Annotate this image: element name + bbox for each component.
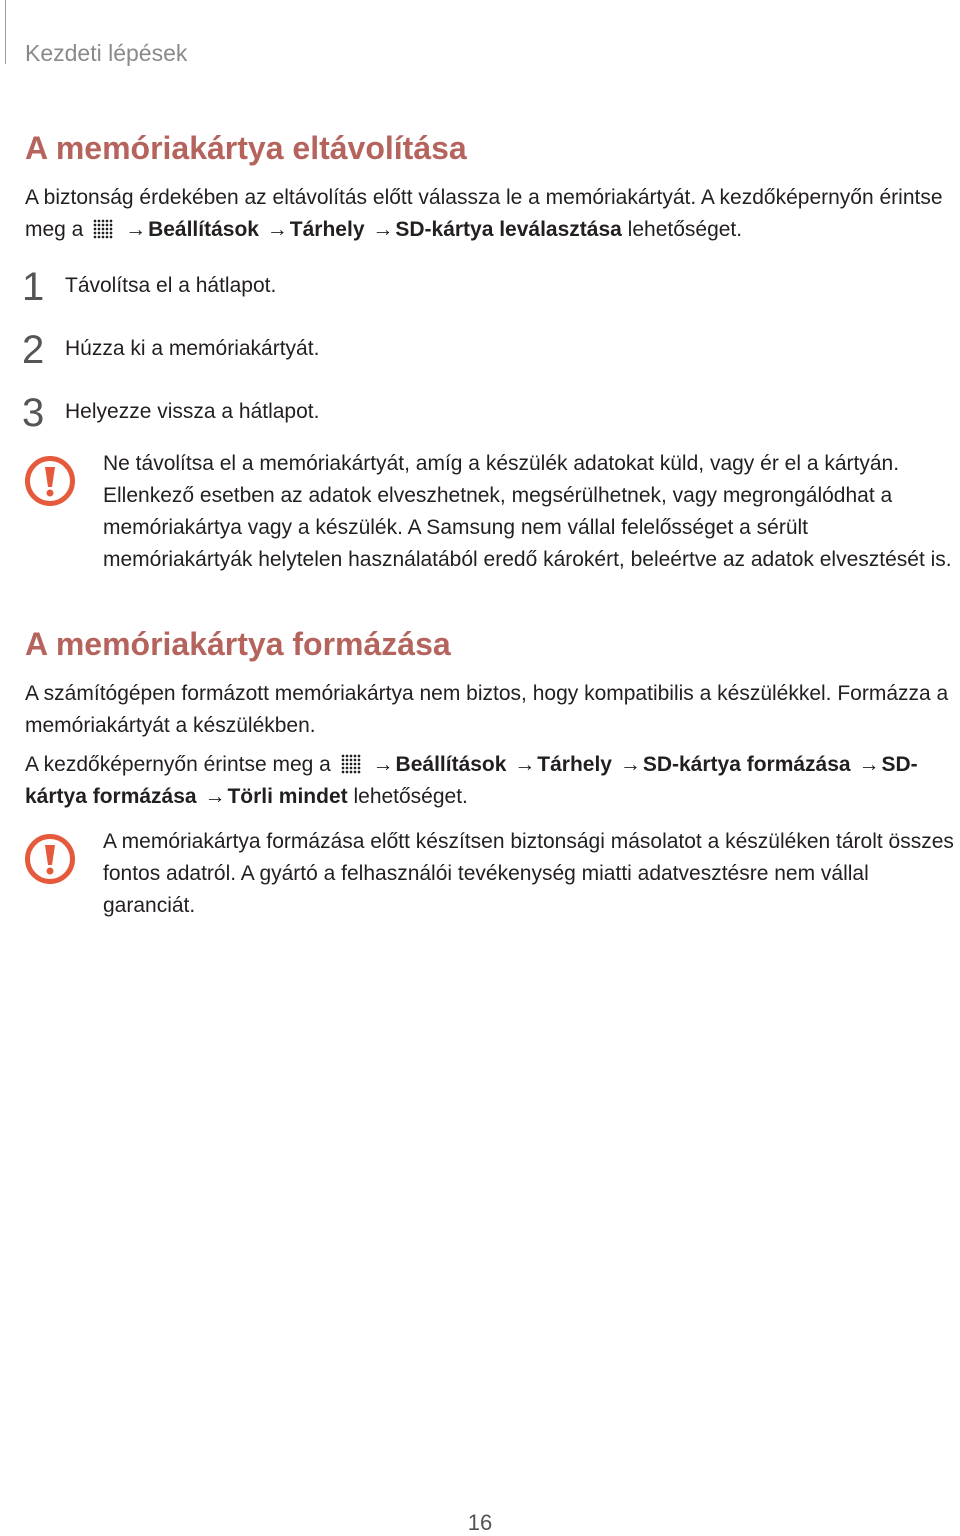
step-text: Távolítsa el a hátlapot. bbox=[65, 274, 277, 297]
format-para-1: A számítógépen formázott memóriakártya nem biztos, hogy kompatibilis a készülékkel. Formázza a memóriakártyát a készülékben. bbox=[25, 682, 949, 737]
running-header: Kezdeti lépések bbox=[25, 40, 188, 66]
step-text: Húzza ki a memóriakártyát. bbox=[65, 337, 320, 360]
step-number: 3 bbox=[22, 391, 45, 435]
step-number: 2 bbox=[22, 328, 45, 372]
remove-intro: A biztonság érdekében az eltávolítás előtt válassza le a memóriakártyát. A kezdőképernyőn érintse meg a →Beállítások →Tárhely →SD-kártya leválasztása lehetőséget. bbox=[25, 186, 943, 241]
section-heading-format: A memóriakártya formázása bbox=[25, 626, 451, 662]
step-number: 1 bbox=[22, 265, 45, 309]
section-heading-remove: A memóriakártya eltávolítása bbox=[25, 130, 467, 166]
apps-grid-icon bbox=[93, 219, 113, 239]
page-number: 16 bbox=[467, 1510, 493, 1535]
margin-line bbox=[5, 0, 6, 64]
warning-icon bbox=[25, 456, 75, 506]
apps-grid-icon bbox=[341, 754, 361, 774]
warning-text-format: A memóriakártya formázása előtt készítsen biztonsági másolatot a készüléken tárolt összes fontos adatról. A gyártó a felhasználói tevékenység miatti adatvesztésre nem vállal garanciát. bbox=[103, 830, 954, 917]
format-para-2: A kezdőképernyőn érintse meg a →Beállítások →Tárhely →SD-kártya formázása →SD-kártya formázása →Törli mindet lehetőséget. bbox=[25, 753, 918, 808]
warning-icon bbox=[25, 834, 75, 884]
step-text: Helyezze vissza a hátlapot. bbox=[65, 400, 320, 423]
warning-text-remove: Ne távolítsa el a memóriakártyát, amíg a készülék adatokat küld, vagy ér el a kártyán. Ellenkező esetben az adatok elveszhetnek, megsérülhetnek, vagy megrongálódhat a memóriakártya vagy a készülék. A Samsung nem vállal felelősséget a sérült memóriakártyák helytelen használatából eredő károkért, beleértve az adatok elvesztését is. bbox=[103, 452, 952, 571]
